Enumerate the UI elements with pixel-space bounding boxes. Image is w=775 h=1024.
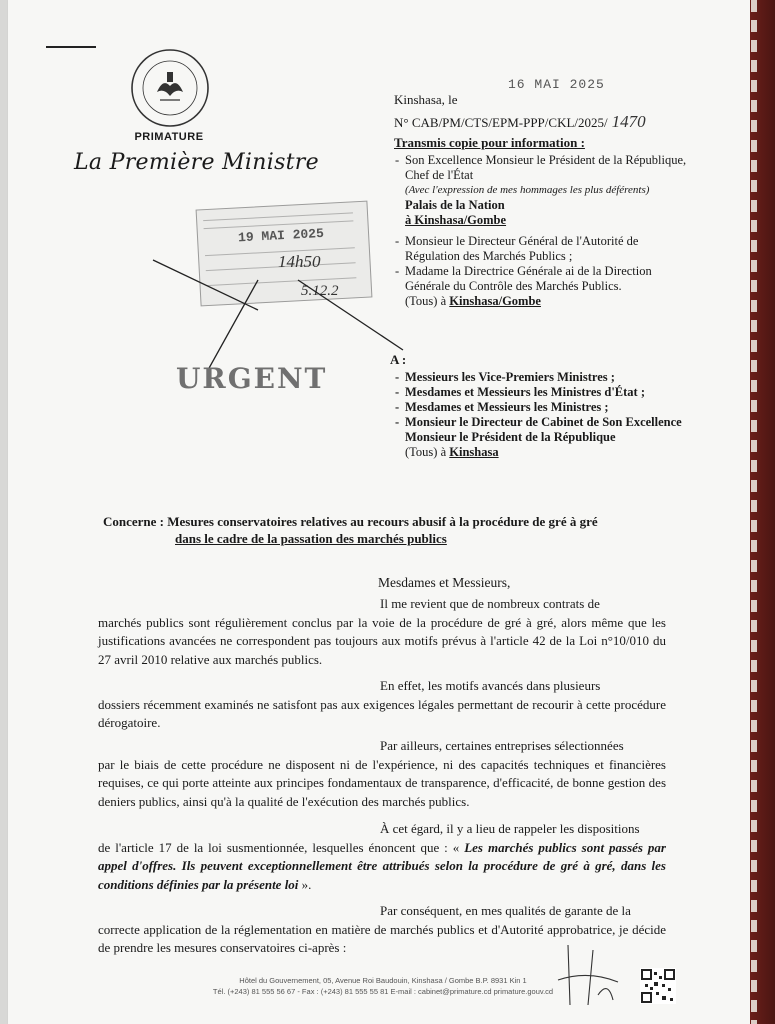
paragraph-3: Par ailleurs, certaines entreprises sélectionnées par le biais de cette procédure ne disposent ni de l'expérience, ni des capacités techniques et financières requises, ce qui porte atteinte aux principes fondamentaux de transparence, d'efficacité, de bonne gestion des deniers publics, ainsi qu'à la qualité de l'exécution des marchés publics.: [98, 738, 666, 809]
footer-contact: Tél. (+243) 81 555 56 67 - Fax : (+243) 81 555 55 81 E-mail : cabinet@primature.cd primature.gouv.cd: [212, 987, 554, 996]
urgent-stamp: URGENT: [176, 362, 328, 395]
subject-label: Concerne :: [103, 514, 168, 529]
place-date: Kinshasa, le: [394, 92, 458, 107]
law-quote: Les marchés publics sont passés par appel d'offres. Ils peuvent exceptionnellement être attribués selon la procédure de gré à gré, dans les conditions définies par la présente loi: [98, 839, 666, 892]
to-label: A :: [390, 352, 407, 367]
footer: [158, 975, 608, 997]
reference-handwritten: 1470: [611, 112, 646, 131]
copy-recipients: [395, 153, 695, 309]
to-all-city: (Tous) à Kinshasa: [405, 445, 499, 459]
handwritten-ref: 5.12.2: [301, 283, 339, 299]
to-recipient: - Messieurs les Vice-Premiers Ministres ;: [395, 370, 695, 385]
to-recipient: - Mesdames et Messieurs les Ministres d'État ;: [395, 385, 695, 400]
to-recipient: - Mesdames et Messieurs les Ministres ;: [395, 400, 695, 415]
salutation: Mesdames et Messieurs,: [378, 575, 511, 590]
copy-recipient: - Monsieur le Directeur Général de l'Autorité de Régulation des Marchés Publics ;: [395, 234, 695, 264]
paragraph-5: Par conséquent, en mes qualités de garante de la correcte application de la réglementation en matière de marchés publics et d'Autorité approbatrice, je décide de prendre les mesures conservatoires ci-après :: [98, 903, 666, 955]
footer-address: Hôtel du Gouvernement, 05, Avenue Roi Baudouin, Kinshasa / Gombe B.P. 8931 Kin 1: [239, 976, 527, 985]
subject-line2: dans le cadre de la passation des marchés publics: [175, 531, 447, 546]
paragraph-4: À cet égard, il y a lieu de rappeler les dispositions de l'article 17 de la loi susmentionnée, lesquelles énoncent que : « Les marchés publics sont passés par appel d'offres. Ils peuvent exceptionnellement être attribués selon la procédure de gré à gré, dans les conditions définies par la présente loi ».: [98, 821, 666, 892]
copy-recipient: - Madame la Directrice Générale ai de la Direction Générale du Contrôle des Marchés Publics.: [395, 264, 695, 294]
to-recipients: [395, 370, 695, 460]
letter-page: [8, 0, 750, 1024]
copy-recipient: - Son Excellence Monsieur le Président de la République, Chef de l'État: [395, 153, 695, 183]
government-seal-icon: [130, 48, 210, 128]
date-stamp: 16 MAI 2025: [508, 77, 605, 92]
pen-mark: [46, 46, 96, 48]
paper-edge-pattern: [751, 0, 757, 1024]
subject-line1: Mesures conservatoires relatives au recours abusif à la procédure de gré à gré: [167, 514, 598, 529]
subject: [103, 513, 683, 547]
reference-text: N° CAB/PM/CTS/EPM-PPP/CKL/2025/: [394, 115, 608, 130]
paragraph-2: En effet, les motifs avancés dans plusieurs dossiers récemment examinés ne satisfont pas aux exigences légales permettant de recourir à cette procédure dérogatoire.: [98, 678, 666, 730]
reference-number: [394, 112, 646, 132]
received-date: 19 MAI 2025: [237, 225, 325, 246]
copy-note: (Avec l'expression de mes hommages les plus déférents): [405, 184, 650, 196]
handwritten-time: 14h50: [278, 252, 321, 271]
palace-label: Palais de la Nation: [405, 198, 505, 212]
palace-city: à Kinshasa/Gombe: [405, 213, 507, 227]
qr-code-icon: [640, 968, 676, 1004]
paragraph-1: Il me revient que de nombreux contrats de marchés publics sont régulièrement conclus par la voie de la procédure de gré à gré, alors même que les justifications avancées ne correspondent pas toujours aux motifs prévus à l'article 42 de la Loi n°10/010 du 27 avril 2010 relative aux marchés publics.: [98, 596, 666, 667]
copy-heading: Transmis copie pour information :: [394, 135, 585, 150]
copy-all-city: (Tous) à Kinshasa/Gombe: [405, 294, 541, 308]
pen-strokes: [148, 240, 408, 370]
minister-title: La Première Ministre: [74, 150, 319, 175]
to-recipient: - Monsieur le Directeur de Cabinet de Son Excellence Monsieur le Président de la République: [395, 415, 695, 445]
primature-label: PRIMATURE: [134, 131, 204, 143]
